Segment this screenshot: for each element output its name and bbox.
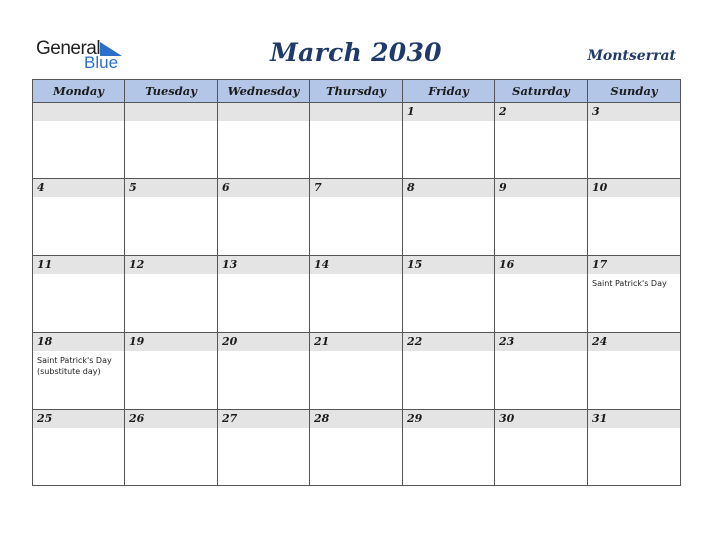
day-number: 18 (37, 335, 53, 348)
day-number: 10 (592, 181, 608, 194)
day-cell-19 (125, 333, 218, 409)
day-cell-21 (310, 333, 403, 409)
day-number-strip (33, 103, 124, 121)
day-number: 19 (129, 335, 145, 348)
day-cell-13 (218, 256, 310, 332)
day-cell-11 (33, 256, 125, 332)
day-number: 27 (222, 412, 238, 425)
day-number: 1 (407, 105, 415, 118)
weekday-header-monday: Monday (33, 80, 125, 102)
day-number: 28 (314, 412, 330, 425)
day-number: 5 (129, 181, 137, 194)
logo-text-general: General (36, 38, 101, 59)
day-number: 11 (37, 258, 53, 271)
day-cell-empty (218, 103, 310, 178)
day-cell-empty (33, 103, 125, 178)
day-cell-26 (125, 410, 218, 486)
week-row (33, 333, 680, 410)
day-number: 21 (314, 335, 330, 348)
country-name: Montserrat (587, 48, 676, 64)
day-cell-17 (588, 256, 680, 332)
day-number-strip (310, 103, 402, 121)
day-number-strip (403, 103, 494, 121)
day-cell-4 (33, 179, 125, 255)
day-number: 29 (407, 412, 423, 425)
day-cell-28 (310, 410, 403, 486)
day-cell-7 (310, 179, 403, 255)
day-cell-15 (403, 256, 495, 332)
week-row (33, 103, 680, 179)
day-cell-10 (588, 179, 680, 255)
weekday-header-saturday: Saturday (495, 80, 588, 102)
day-cell-22 (403, 333, 495, 409)
day-cell-29 (403, 410, 495, 486)
weekday-header-tuesday: Tuesday (125, 80, 218, 102)
day-number: 25 (37, 412, 53, 425)
day-number-strip (403, 179, 494, 197)
day-number: 9 (499, 181, 507, 194)
logo-text-blue: Blue (84, 53, 119, 72)
day-cell-18 (33, 333, 125, 409)
calendar-title: March 2030 (270, 38, 442, 67)
day-cell-6 (218, 179, 310, 255)
day-number-strip (125, 103, 217, 121)
day-cell-1 (403, 103, 495, 178)
week-row (33, 256, 680, 333)
calendar-grid (32, 79, 681, 486)
holiday-label: Saint Patrick's Day (substitute day) (37, 356, 112, 376)
day-number-strip (495, 179, 587, 197)
day-number-strip (495, 103, 587, 121)
day-number-strip (33, 179, 124, 197)
day-cell-empty (310, 103, 403, 178)
day-number: 2 (499, 105, 507, 118)
day-number: 30 (499, 412, 515, 425)
day-number-strip (125, 179, 217, 197)
week-row (33, 410, 680, 486)
day-number: 4 (37, 181, 45, 194)
day-number-strip (588, 103, 680, 121)
day-cell-empty (125, 103, 218, 178)
day-number: 14 (314, 258, 330, 271)
weekday-header-thursday: Thursday (310, 80, 403, 102)
day-cell-14 (310, 256, 403, 332)
day-cell-24 (588, 333, 680, 409)
day-number: 22 (407, 335, 423, 348)
weekday-header-sunday: Sunday (610, 84, 658, 98)
day-number: 16 (499, 258, 515, 271)
day-cell-30 (495, 410, 588, 486)
day-number: 17 (592, 258, 608, 271)
day-number: 24 (592, 335, 608, 348)
day-number: 23 (499, 335, 515, 348)
day-cell-31 (588, 410, 680, 486)
day-number: 15 (407, 258, 423, 271)
day-number: 7 (314, 181, 322, 194)
day-cell-25 (33, 410, 125, 486)
week-row (33, 179, 680, 256)
weekday-header-friday: Friday (403, 80, 495, 102)
day-number: 31 (592, 412, 608, 425)
holiday-label: Saint Patrick's Day (592, 279, 667, 288)
day-cell-27 (218, 410, 310, 486)
day-number: 12 (129, 258, 145, 271)
weekday-header-wednesday: Wednesday (218, 80, 310, 102)
day-number: 8 (407, 181, 415, 194)
weekday-header-row (33, 80, 680, 103)
day-cell-8 (403, 179, 495, 255)
day-number: 3 (592, 105, 600, 118)
day-cell-5 (125, 179, 218, 255)
day-number-strip (218, 179, 309, 197)
day-cell-23 (495, 333, 588, 409)
day-number: 13 (222, 258, 238, 271)
day-cell-20 (218, 333, 310, 409)
day-cell-12 (125, 256, 218, 332)
day-number: 6 (222, 181, 230, 194)
day-number: 26 (129, 412, 145, 425)
day-cell-16 (495, 256, 588, 332)
day-cell-3 (588, 103, 680, 178)
day-number-strip (218, 103, 309, 121)
day-cell-9 (495, 179, 588, 255)
day-number-strip (310, 179, 402, 197)
day-number: 20 (222, 335, 238, 348)
day-cell-2 (495, 103, 588, 178)
